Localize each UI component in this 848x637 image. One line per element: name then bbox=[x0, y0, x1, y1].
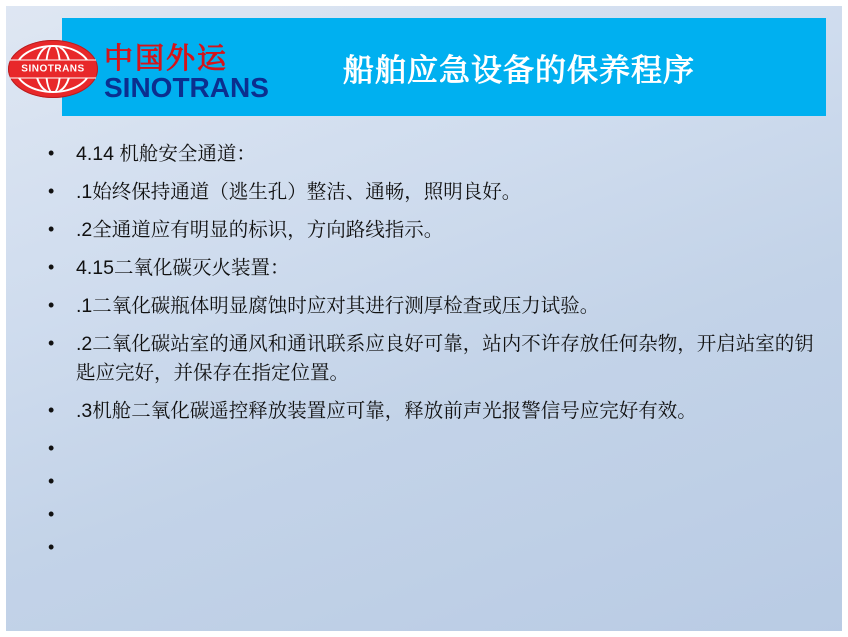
slide-body bbox=[34, 140, 824, 567]
list-item bbox=[34, 534, 824, 563]
list-item: • .1始终保持通道（逃生孔）整洁、通畅，照明良好。 bbox=[34, 178, 824, 207]
sinotrans-logo bbox=[8, 22, 269, 114]
bullet-list bbox=[34, 140, 824, 563]
list-item bbox=[34, 501, 824, 530]
slide-border-right bbox=[842, 0, 848, 637]
list-item: • 4.15二氧化碳灭火装置： bbox=[34, 254, 824, 283]
list-item: • .1二氧化碳瓶体明显腐蚀时应对其进行测厚检查或压力试验。 bbox=[34, 292, 824, 321]
globe-band bbox=[10, 60, 96, 79]
slide-border-top bbox=[0, 0, 848, 6]
globe-band-label: SINOTRANS bbox=[21, 63, 85, 75]
slide-border-left bbox=[0, 0, 6, 637]
slide-border-bottom bbox=[0, 631, 848, 637]
list-item: • .3机舱二氧化碳遥控释放装置应可靠，释放前声光报警信号应完好有效。 bbox=[34, 397, 824, 426]
logo-chinese-name: 中国外运 bbox=[104, 43, 229, 75]
globe-icon bbox=[8, 40, 98, 98]
logo-english-name: SINOTRANS bbox=[104, 72, 269, 103]
page-title: 船舶应急设备的保养程序 bbox=[343, 52, 695, 88]
list-item: • .2全通道应有明显的标识，方向路线指示。 bbox=[34, 216, 824, 245]
list-item bbox=[34, 468, 824, 497]
list-item: • .2二氧化碳站室的通风和通讯联系应良好可靠，站内不许存放任何杂物，开启站室的钥匙应完好，并保存在指定位置。 bbox=[34, 330, 824, 388]
list-item: • 4.14 机舱安全通道： bbox=[34, 140, 824, 169]
list-item bbox=[34, 435, 824, 464]
